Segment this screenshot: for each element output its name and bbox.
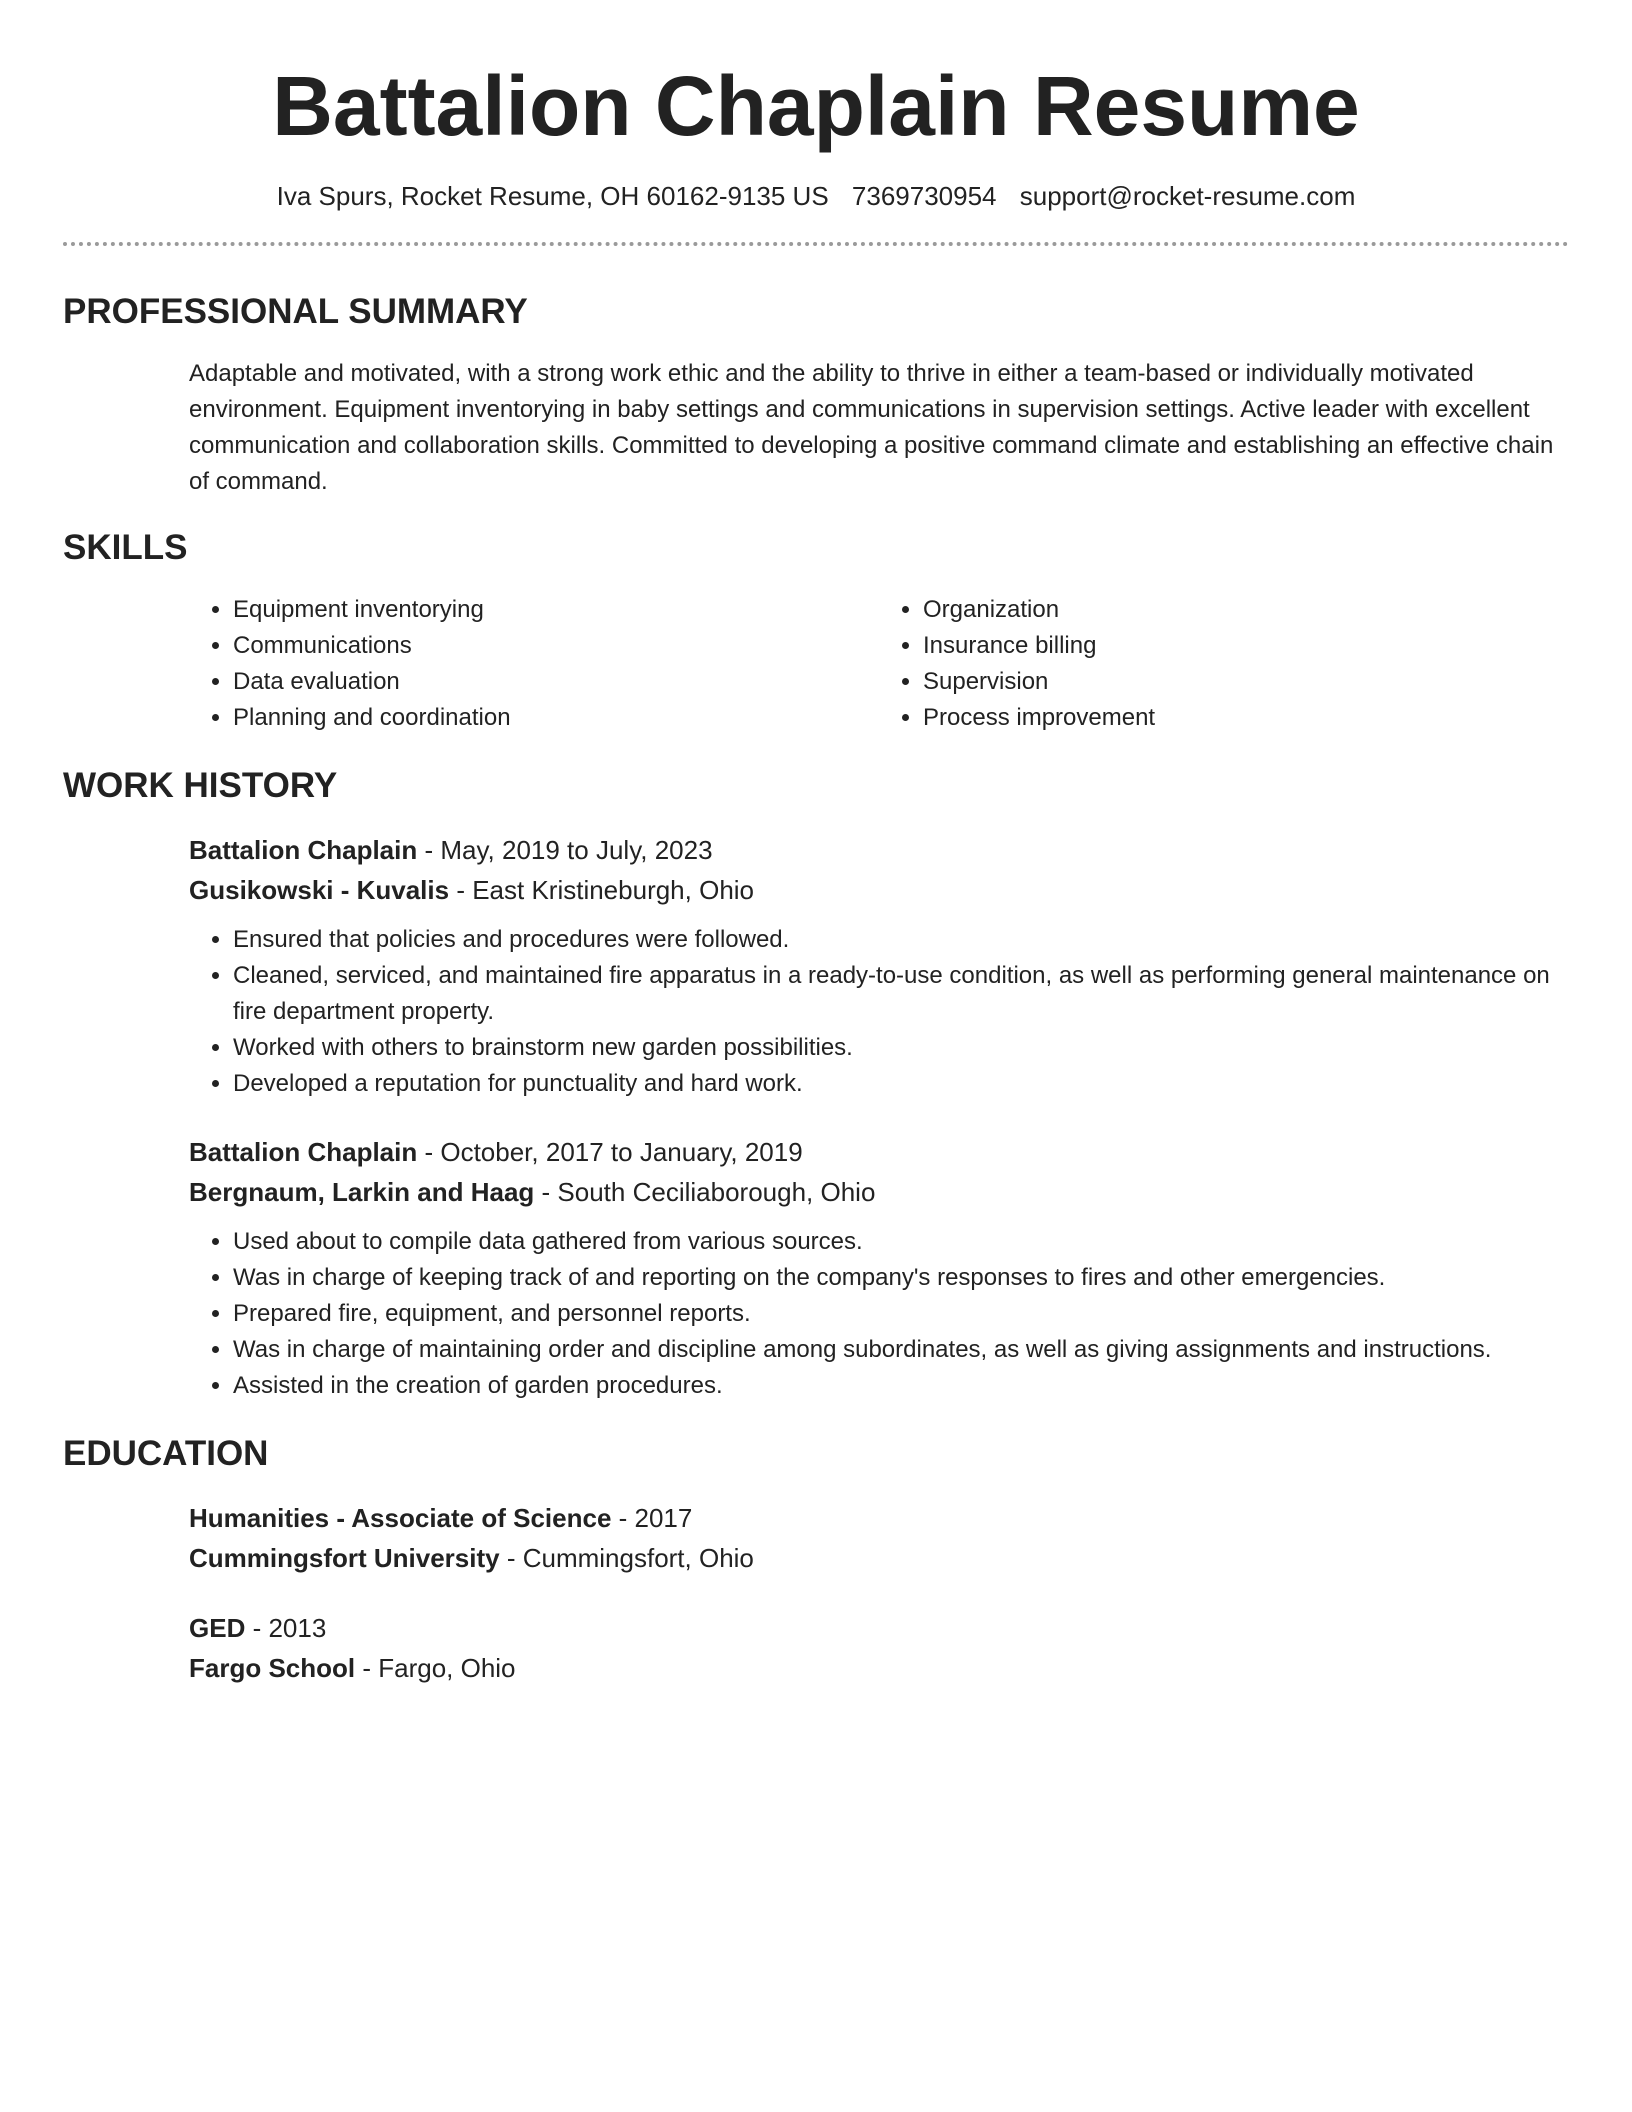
education-entry (63, 1498, 1569, 1578)
duty-item: • Prepared fire, equipment, and personnel reports. (233, 1296, 1569, 1332)
school-line (189, 1648, 1569, 1688)
job-company-line (189, 870, 1569, 910)
job-dates: - October, 2017 to January, 2019 (417, 1137, 803, 1167)
degree-name: GED (189, 1613, 246, 1643)
work-heading: WORK HISTORY (63, 766, 338, 805)
skill-item: • Insurance billing (923, 628, 1569, 664)
duty-item: • Was in charge of maintaining order and discipline among subordinates, as well as giving assignments and instructions. (233, 1332, 1569, 1368)
school-name: Cummingsfort University (189, 1543, 500, 1573)
contact-phone: 7369730954 (851, 181, 997, 211)
contact-email: support@rocket-resume.com (1019, 181, 1356, 211)
skill-item: • Organization (923, 592, 1569, 628)
job-duties (189, 1224, 1569, 1404)
skill-item: • Equipment inventorying (233, 592, 879, 628)
degree-line (189, 1498, 1569, 1538)
skill-item: • Communications (233, 628, 879, 664)
job-title-line (189, 1132, 1569, 1172)
work-section (63, 764, 1569, 1404)
job-location: - East Kristineburgh, Ohio (449, 875, 755, 905)
duty-item: • Developed a reputation for punctuality and hard work. (233, 1066, 1569, 1102)
duty-item: • Ensured that policies and procedures were followed. (233, 922, 1569, 958)
contact-line (63, 178, 1569, 214)
skill-item: • Process improvement (923, 700, 1569, 736)
skills-heading: SKILLS (63, 528, 188, 567)
job-entry (63, 1132, 1569, 1404)
job-company: Bergnaum, Larkin and Haag (189, 1177, 535, 1207)
education-section (63, 1432, 1569, 1688)
resume-title: Battalion Chaplain Resume (272, 59, 1360, 153)
duty-item: • Assisted in the creation of garden procedures. (233, 1368, 1569, 1404)
job-location: - South Ceciliaborough, Ohio (534, 1177, 876, 1207)
summary-text: Adaptable and motivated, with a strong work ethic and the ability to thrive in either a team-based or individually motivated environment. Equipment inventorying in baby settings and communications in supervision settings. Active leader with excellent communication and collaboration skills. Committed to developing a positive command climate and establishing an effective chain of command. (189, 360, 1554, 495)
job-title: Battalion Chaplain (189, 1137, 418, 1167)
job-company: Gusikowski - Kuvalis (189, 875, 450, 905)
job-title: Battalion Chaplain (189, 835, 418, 865)
job-company-line (189, 1172, 1569, 1212)
degree-name: Humanities - Associate of Science (189, 1503, 612, 1533)
school-location: - Fargo, Ohio (355, 1653, 516, 1683)
skills-section (63, 526, 1569, 736)
job-title-line (189, 830, 1569, 870)
education-entry (63, 1608, 1569, 1688)
education-heading: EDUCATION (63, 1434, 269, 1473)
header-divider (63, 242, 1569, 246)
job-dates: - May, 2019 to July, 2023 (417, 835, 713, 865)
skill-item: • Supervision (923, 664, 1569, 700)
school-name: Fargo School (189, 1653, 356, 1683)
degree-year: - 2017 (611, 1503, 693, 1533)
school-location: - Cummingsfort, Ohio (499, 1543, 754, 1573)
summary-heading: PROFESSIONAL SUMMARY (63, 292, 528, 331)
degree-line (189, 1608, 1569, 1648)
duty-item: • Cleaned, serviced, and maintained fire apparatus in a ready-to-use condition, as well as performing general maintenance on fire department property. (233, 958, 1569, 1030)
job-entry (63, 830, 1569, 1102)
skill-item: • Data evaluation (233, 664, 879, 700)
skills-list-right (879, 592, 1569, 736)
skill-item: • Planning and coordination (233, 700, 879, 736)
skills-list-left (189, 592, 879, 736)
contact-address: Iva Spurs, Rocket Resume, OH 60162-9135 US (276, 181, 829, 211)
summary-section (63, 290, 1569, 500)
school-line (189, 1538, 1569, 1578)
duty-item: • Used about to compile data gathered from various sources. (233, 1224, 1569, 1260)
duty-item: • Worked with others to brainstorm new garden possibilities. (233, 1030, 1569, 1066)
job-duties (189, 922, 1569, 1102)
duty-item: • Was in charge of keeping track of and reporting on the company's responses to fires and other emergencies. (233, 1260, 1569, 1296)
degree-year: - 2013 (245, 1613, 327, 1643)
